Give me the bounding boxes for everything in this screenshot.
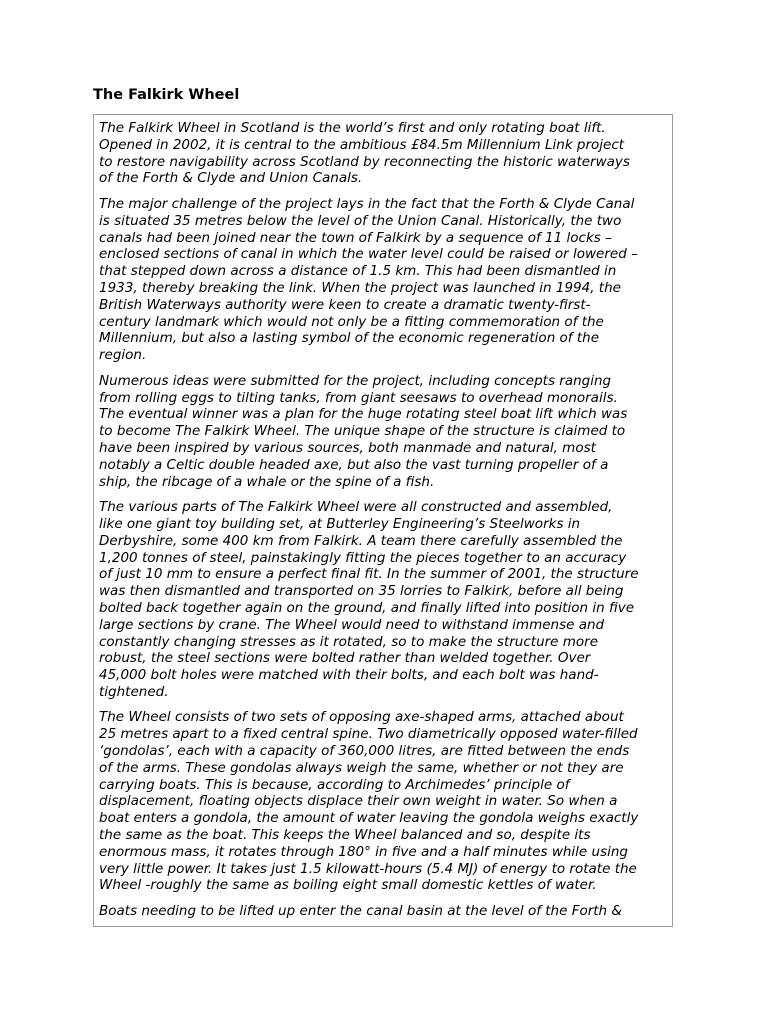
text-box	[93, 114, 673, 927]
paragraph-6: Boats needing to be lifted up enter the canal basin at the level of the Forth &	[99, 903, 622, 920]
paragraph-3: Numerous ideas were submitted for the project, including concepts ranging from rolling eggs to tilting tanks, from giant seesaws to overhead monorails. The eventual winner was a plan for the huge rotating steel boat lift which was to become The Falkirk Wheel. The unique shape of the structure is claimed to have been inspired by various sources, both manmade and natural, most notably a Celtic double headed axe, but also the vast turning propeller of a ship, the ribcage of a whale or the spine of a fish.	[99, 372, 628, 490]
paragraph-2: The major challenge of the project lays in the fact that the Forth & Clyde Canal is situated 35 metres below the level of the Union Canal. Historically, the two canals had been joined near the town of Falkirk by a sequence of 11 locks – enclosed sections of canal in which the water level could be raised or lowered – that stepped down across a distance of 1.5 km. This had been dismantled in 1933, thereby breaking the link. When the project was launched in 1994, the British Waterways authority were keen to create a dramatic twenty-first- century landmark which would not only be a fitting commemoration of the Millennium, but also a lasting symbol of the economic regeneration of the region.	[99, 195, 638, 364]
paragraph-5: The Wheel consists of two sets of opposing axe-shaped arms, attached about 25 metres apart to a fixed central spine. Two diametrically opposed water-filled ‘gondolas’, each with a capacity of 360,000 litres, are fitted between the ends of the arms. These gondolas always weigh the same, whether or not they are carrying boats. This is because, according to Archimedes’ principle of displacement, floating objects displace their own weight in water. So when a boat enters a gondola, the amount of water leaving the gondola weighs exactly the same as the boat. This keeps the Wheel balanced and so, despite its enormous mass, it rotates through 180° in five and a half minutes while using very little power. It takes just 1.5 kilowatt-hours (5.4 MJ) of energy to rotate the Wheel -roughly the same as boiling eight small domestic kettles of water.	[99, 709, 639, 894]
paragraph-1: The Falkirk Wheel in Scotland is the world’s first and only rotating boat lift. Opened in 2002, it is central to the ambitious £84.5m Millennium Link project to restore navigability across Scotland by reconnecting the historic waterways of the Forth & Clyde and Union Canals.	[99, 120, 630, 187]
document-title: The Falkirk Wheel	[93, 87, 240, 103]
paragraph-4: The various parts of The Falkirk Wheel were all constructed and assembled, like one giant toy building set, at Butterley Engineering’s Steelworks in Derbyshire, some 400 km from Falkirk. A team there carefully assembled the 1,200 tonnes of steel, painstakingly fitting the pieces together to an accuracy of just 10 mm to ensure a perfect final fit. In the summer of 2001, the structure was then dismantled and transported on 35 lorries to Falkirk, before all being bolted back together again on the ground, and finally lifted into position in five large sections by crane. The Wheel would need to withstand immense and constantly changing stresses as it rotated, so to make the structure more robust, the steel sections were bolted rather than welded together. Over 45,000 bolt holes were matched with their bolts, and each bolt was hand- tightened.	[99, 499, 639, 700]
